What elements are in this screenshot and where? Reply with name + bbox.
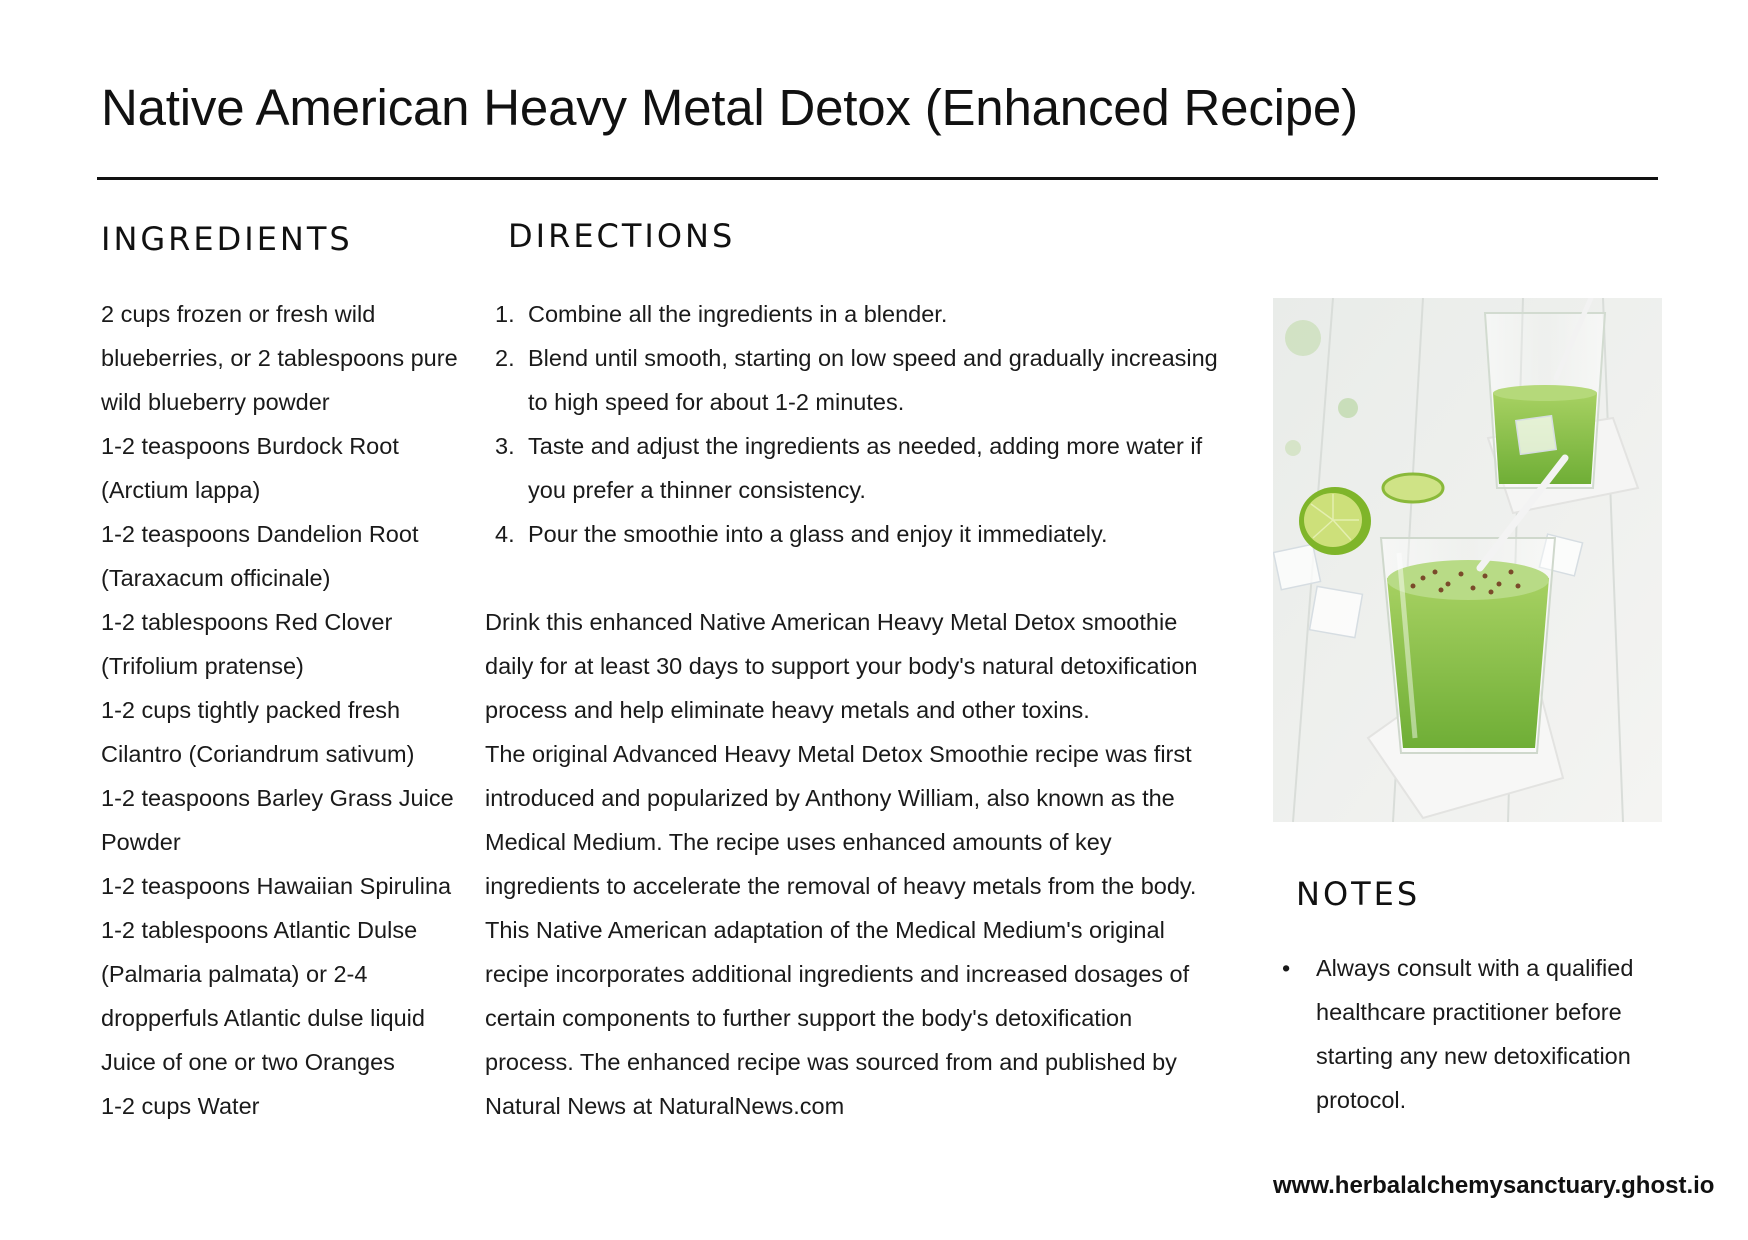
ingredient-item: 1-2 cups tightly packed fresh Cilantro (Coriandrum sativum) <box>101 697 415 767</box>
ingredient-item: 1-2 teaspoons Hawaiian Spirulina <box>101 873 452 899</box>
back-glass-illustration <box>1485 298 1605 488</box>
step-text: Taste and adjust the ingredients as needed, adding more water if you prefer a thinner consistency. <box>528 433 1203 503</box>
directions-list <box>495 292 1225 556</box>
smoothie-photo <box>1273 298 1662 822</box>
step-number: 4. <box>495 521 515 547</box>
ingredient-item: 1-2 teaspoons Dandelion Root (Taraxacum officinale) <box>101 521 419 591</box>
direction-step <box>495 424 1225 512</box>
step-number: 3. <box>495 433 515 459</box>
ingredient-item: 1-2 teaspoons Barley Grass Juice Powder <box>101 785 454 855</box>
ingredient-item: Juice of one or two Oranges <box>101 1049 395 1075</box>
step-text: Pour the smoothie into a glass and enjoy it immediately. <box>528 521 1108 547</box>
step-text: Blend until smooth, starting on low speed and gradually increasing to high speed for about 1-2 minutes. <box>528 345 1218 415</box>
step-number: 1. <box>495 301 515 327</box>
ingredients-heading: INGREDIENTS <box>101 220 353 258</box>
ingredient-item: 1-2 tablespoons Red Clover (Trifolium pratense) <box>101 609 393 679</box>
ingredient-item: 1-2 teaspoons Burdock Root (Arctium lappa) <box>101 433 399 503</box>
notes-list <box>1280 946 1680 1122</box>
ingredients-list <box>101 292 471 1128</box>
ingredient-item: 1-2 tablespoons Atlantic Dulse (Palmaria palmata) or 2-4 dropperfuls Atlantic dulse liquid <box>101 917 425 1031</box>
note-item <box>1280 946 1680 1122</box>
direction-step <box>495 292 1225 336</box>
notes-heading: NOTES <box>1296 875 1421 913</box>
ingredient-item: 2 cups frozen or fresh wild blueberries, or 2 tablespoons pure wild blueberry powder <box>101 301 458 415</box>
description-paragraph: This Native American adaptation of the Medical Medium's original recipe incorporates additional ingredients and increased dosages of certain components to further support the body's detoxification process. The enhanced recipe was sourced from and published by Natural News at NaturalNews.com <box>485 917 1190 1119</box>
bullet-icon: • <box>1282 955 1291 981</box>
direction-step <box>495 512 1225 556</box>
step-number: 2. <box>495 345 515 371</box>
step-text: Combine all the ingredients in a blender. <box>528 301 948 327</box>
title-divider <box>97 177 1658 180</box>
description-paragraph: The original Advanced Heavy Metal Detox Smoothie recipe was first introduced and popularized by Anthony William, also known as the Medical Medium. The recipe uses enhanced amounts of key ingredients to accelerate the removal of heavy metals from the body. <box>485 741 1197 899</box>
directions-heading: DIRECTIONS <box>508 217 736 255</box>
page-title: Native American Heavy Metal Detox (Enhanced Recipe) <box>101 79 1358 136</box>
directions-notes-text <box>485 600 1225 1128</box>
ingredient-item: 1-2 cups Water <box>101 1093 260 1119</box>
description-paragraph: Drink this enhanced Native American Heavy Metal Detox smoothie daily for at least 30 days to support your body's natural detoxification process and help eliminate heavy metals and other toxins. <box>485 609 1198 723</box>
direction-step <box>495 336 1225 424</box>
website-link[interactable]: www.herbalalchemysanctuary.ghost.io <box>1273 1172 1715 1199</box>
note-text: Always consult with a qualified healthcare practitioner before starting any new detoxification protocol. <box>1316 955 1634 1113</box>
